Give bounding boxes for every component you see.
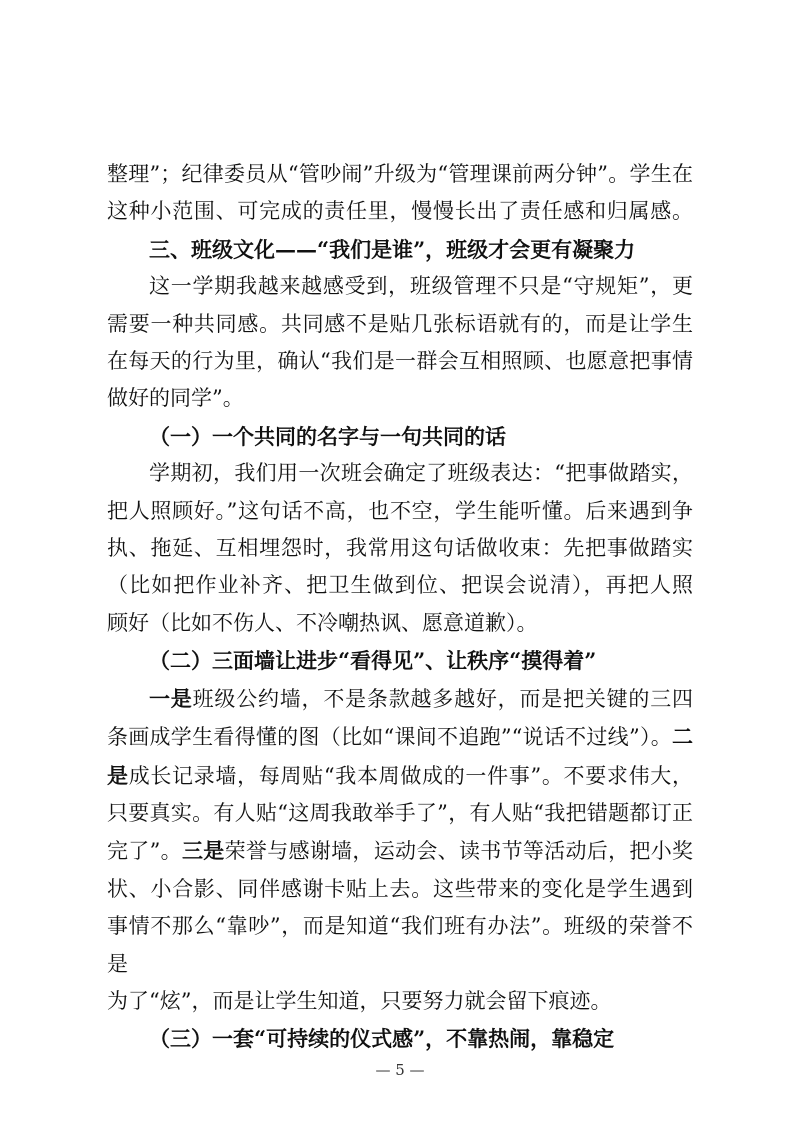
text-line xyxy=(107,380,693,417)
bold-text: 是 xyxy=(107,762,129,788)
text-segment: 为了“炫”，而是让学生知道，只要努力就会留下痕迹。 xyxy=(107,988,612,1013)
text-line xyxy=(107,455,693,492)
text-segment: 状、小合影、同伴感谢卡贴上去。这些带来的变化是学生遇到 xyxy=(107,876,693,901)
text-line xyxy=(107,832,693,870)
text-segment: 执、拖延、互相埋怨时，我常用这句话做收束：先把事做踏实 xyxy=(107,536,693,561)
text-line xyxy=(107,718,693,756)
text-line xyxy=(107,983,693,1020)
text-line xyxy=(107,306,693,343)
text-line xyxy=(107,908,693,983)
text-segment: （二）三面墙让进步“看得见”、让秩序“摸得着” xyxy=(149,648,597,674)
text-line xyxy=(107,795,693,832)
text-line xyxy=(107,343,693,380)
section-heading xyxy=(107,418,693,455)
text-line xyxy=(107,567,693,604)
text-line xyxy=(107,871,693,908)
text-segment: 条画成学生看得懂的图（比如“课间不追跑”“说话不过线”）。 xyxy=(107,725,672,750)
text-segment: 只要真实。有人贴“这周我敢举手了”，有人贴“我把错题都订正 xyxy=(107,800,693,825)
text-line xyxy=(107,757,693,795)
section-heading xyxy=(107,642,693,679)
text-line xyxy=(107,493,693,530)
text-segment: 学期初，我们用一次班会确定了班级表达：“把事做踏实， xyxy=(149,461,693,486)
bold-text: 二 xyxy=(672,724,693,750)
text-line xyxy=(107,268,693,305)
text-segment: 班级公约墙，不是条款越多越好，而是把关键的三四 xyxy=(192,686,694,711)
text-segment: 成长记录墙，每周贴“我本周做成的一件事”。不要求伟大， xyxy=(128,763,693,788)
text-line xyxy=(107,193,693,230)
text-segment: 这种小范围、可完成的责任里，慢慢长出了责任感和归属感。 xyxy=(107,199,693,224)
section-heading xyxy=(107,1020,693,1057)
text-segment: （比如把作业补齐、把卫生做到位、把误会说清），再把人照 xyxy=(107,573,693,598)
text-segment: 把人照顾好。”这句话不高，也不空，学生能听懂。后来遇到争 xyxy=(107,498,693,523)
text-segment: 完了”。 xyxy=(107,839,182,864)
text-line xyxy=(107,680,693,718)
text-segment: 这一学期我越来越感受到，班级管理不只是“守规矩”，更 xyxy=(149,274,693,299)
text-line xyxy=(107,605,693,642)
text-line xyxy=(107,530,693,567)
text-segment: 在每天的行为里，确认“我们是一群会互相照顾、也愿意把事情 xyxy=(107,349,693,374)
text-segment: 顾好（比如不伤人、不冷嘲热讽、愿意道歉）。 xyxy=(107,610,538,635)
text-segment: （三）一套“可持续的仪式感”，不靠热闹，靠稳定 xyxy=(149,1026,615,1052)
section-heading xyxy=(107,231,693,268)
text-segment: 做好的同学”。 xyxy=(107,386,244,411)
text-segment: 整理”；纪律委员从“管吵闹”升级为“管理课前两分钟”。学生在 xyxy=(107,162,693,186)
text-segment: 荣誉与感谢墙，运动会、读书节等活动后，把小奖 xyxy=(224,839,694,864)
page-number: — 5 — xyxy=(375,1060,425,1079)
text-segment: 需要一种共同感。共同感不是贴几张标语就有的，而是让学生 xyxy=(107,311,693,336)
bold-text: 三是 xyxy=(181,838,225,864)
document-body xyxy=(107,156,693,1058)
text-segment: 三、班级文化——“我们是谁”，班级才会更有凝聚力 xyxy=(149,236,636,262)
bold-text: 一是 xyxy=(149,685,193,711)
text-line xyxy=(107,156,693,193)
text-segment: 事情不那么“靠吵”，而是知道“我们班有办法”。班级的荣誉不是 xyxy=(107,914,693,976)
text-segment: （一）一个共同的名字与一句共同的话 xyxy=(149,423,506,449)
